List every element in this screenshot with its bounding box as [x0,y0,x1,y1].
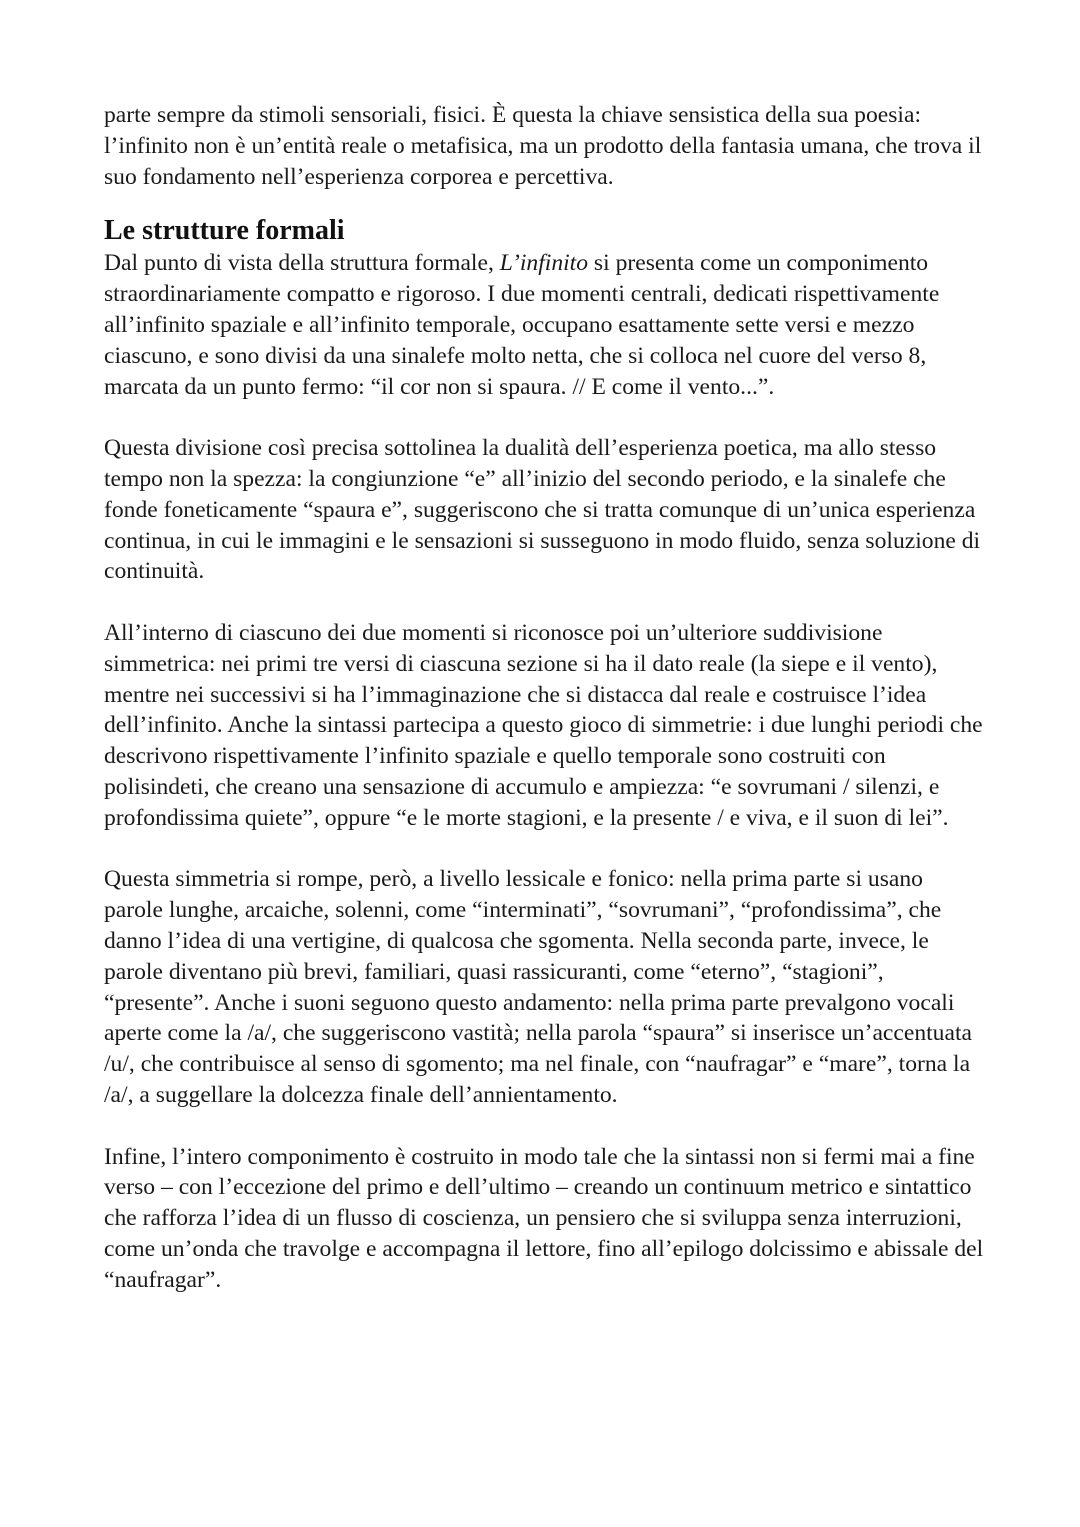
intro-paragraph: parte sempre da stimoli sensoriali, fisici. È questa la chiave sensistica della sua poesia: l’infinito non è un’entità reale o metafisica, ma un prodotto della fantasia umana, che trova il suo fondamento nell’esperienza corporea e percettiva. [104,102,982,190]
document-page [104,100,984,1295]
paragraph-symmetry: All’interno di ciascuno dei due momenti si riconosce poi un’ulteriore suddivisione simmetrica: nei primi tre versi di ciascuna sezione si ha il dato reale (la siepe e il vento), mentre nei successivi si ha l’immaginazione che si distacca dal reale e costruisce l’idea dell’infinito. Anche la sintassi partecipa a questo gioco di simmetrie: i due lunghi periodi che descrivono rispettivamente l’infinito spaziale e quello temporale sono costruiti con polisindeti, che creano una sensazione di accumulo e ampiezza: “e sovrumani / silenzi, e profondissima quiete”, oppure “e le morte stagioni, e la presente / e viva, e il suon di lei”. [104,619,983,831]
paragraph-1-body: si presenta come un componimento straordinariamente compatto e rigoroso. I due momenti centrali, dedicati rispettivamente all’infinito spaziale e all’infinito temporale, occupano esattamente sette versi e mezzo ciascuno, e sono divisi da una sinalefe molto netta, che si colloca nel cuore del verso 8, marcata da un punto fermo: “il cor non si spaura. // E come il vento...”. [104,250,940,400]
paragraph-formal-structure [104,248,984,402]
paragraph-lexicon-sound: Questa simmetria si rompe, però, a livello lessicale e fonico: nella prima parte si usano parole lunghe, arcaiche, solenni, come “interminati”, “sovrumani”, “profondissima”, che danno l’idea di una vertigine, di qualcosa che sgomenta. Nella seconda parte, invece, le parole diventano più brevi, familiari, quasi rassicuranti, come “eterno”, “stagioni”, “presente”. Anche i suoni seguono questo andamento: nella prima parte prevalgono vocali aperte come la /a/, che suggeriscono vastità; nella parola “spaura” si inserisce un’accentuata /u/, che contribuisce al senso di sgomento; ma nel finale, con “naufragar” e “mare”, torna la /a/, a suggellare la dolcezza finale dell’annientamento. [104,866,972,1108]
poem-title: L’infinito [499,250,589,277]
paragraph-1-lead: Dal punto di vista della struttura formale, [104,250,500,277]
paragraph-duality: Questa divisione così precisa sottolinea la dualità dell’esperienza poetica, ma allo stesso tempo non la spezza: la congiunzione “e” all’inizio del secondo periodo, e la sinalefe che fonde foneticamente “spaura e”, suggeriscono che si tratta comunque di un’unica esperienza continua, in cui le immagini e le sensazioni si susseguono in modo fluido, senza soluzione di continuità. [104,435,981,585]
paragraph-conclusion: Infine, l’intero componimento è costruito in modo tale che la sintassi non si fermi mai a fine verso – con l’eccezione del primo e dell’ultimo – creando un continuum metrico e sintattico che rafforza l’idea di un flusso di coscienza, un pensiero che si sviluppa senza interruzioni, come un’onda che travolge e accompagna il lettore, fino all’epilogo dolcissimo e abissale del “naufragar”. [104,1143,984,1293]
section-heading: Le strutture formali [104,215,345,247]
